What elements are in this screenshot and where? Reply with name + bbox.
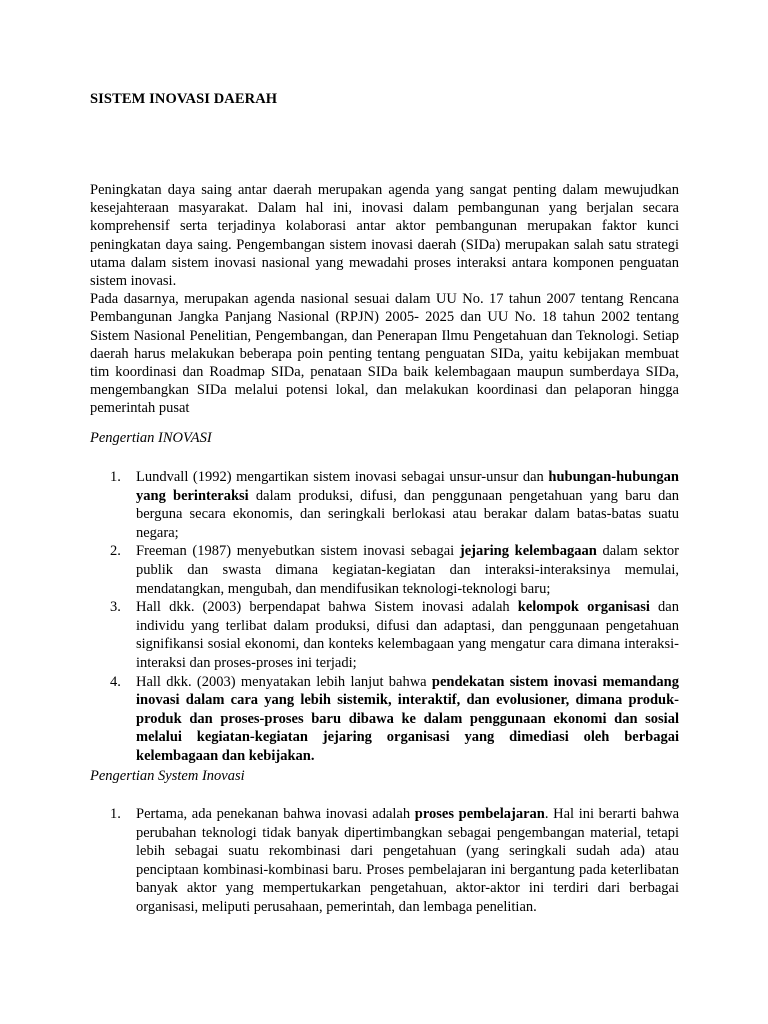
list-bold-text: pendekatan sistem inovasi memandang inovasi dalam cara yang lebih sistemik, interaktif, dan evolusioner, dimana produk-produk dan proses-proses baru dibawa ke dalam penggunaan ekonomi dan sosial melalui kegiatan-kegiatan jejaring organisasi yang dimediasi oleh berbagai kelembagaan dan kebijakan. [136,673,679,764]
list-item [104,805,679,917]
list-number: 1. [110,469,121,485]
section-heading-pengertian-inovasi: Pengertian INOVASI [90,430,212,446]
list-number: 1. [110,806,121,822]
document-title: SISTEM INOVASI DAERAH [90,91,278,107]
list-bold-text: proses pembelajaran [414,806,545,822]
list-item [104,542,679,598]
list-text: Freeman (1987) menyebutkan sistem inovasi sebagai [136,543,460,560]
list-bold-text: jejaring kelembagaan [459,543,597,560]
list-number: 2. [110,543,121,560]
section-heading-pengertian-system-inovasi: Pengertian System Inovasi [90,768,245,784]
list-text: dalam produksi, difusi, dan penggunaan pengetahuan yang baru dan berguna secara ekonomis, dan seringkali berlokasi atau berakar dalam batas-batas suatu negara; [136,487,680,541]
list-text: dan individu yang terlibat dalam produksi, difusi dan adaptasi, dan penggunaan pengetahuan signifikansi sosial ekonomi, dan konteks kelembagaan yang mengatur cara dimana interaksi-interaksi dan proses-proses ini terjadi; [136,599,679,671]
intro-paragraph-2: Pada dasarnya, merupakan agenda nasional sesuai dalam UU No. 17 tahun 2007 tentang Rencana Pembangunan Jangka Panjang Nasional (RPJN) 2005- 2025 dan UU No. 18 tahun 2002 tentang Sistem Nasional Penelitian, Pengembangan, dan Penerapan Ilmu Pengetahuan dan Teknologi. Setiap daerah harus melakukan beberapa poin penting tentang penguatan SIDa, yaitu kebijakan membuat tim koordinasi dan Roadmap SIDa, penataan SIDa baik kelembagaan maupun sumberdaya SIDa, mengembangkan SIDa melalui potensi lokal, dan melakukan koordinasi dan pelaporan hingga pemerintah pusat [90,291,679,417]
intro-paragraph-1: Peningkatan daya saing antar daerah merupakan agenda yang sangat penting dalam mewujudkan kesejahteraan masyarakat. Dalam hal ini, inovasi dalam pembangunan yang berjalan secara komprehensif serta terjadinya kolaborasi antar aktor pembangunan merupakan faktor kunci peningkatan daya saing. Pengembangan sistem inovasi daerah (SIDa) merupakan salah satu strategi utama dalam sistem inovasi nasional yang mewadahi proses interaksi antara komponen penguatan sistem inovasi. [90,182,679,290]
list-text: Hall dkk. (2003) berpendapat bahwa Sistem inovasi adalah [136,599,518,616]
intro-section [90,181,679,418]
list-text: Hall dkk. (2003) menyatakan lebih lanjut bahwa [136,673,432,690]
list-item [104,598,679,672]
list-bold-text: hubungan-hubungan yang berinteraksi [136,469,679,504]
list-text: dalam sektor publik dan swasta dimana kegiatan-kegiatan dan interaksi-interaksinya memulai, mendatangkan, mengubah, dan mendifusikan teknologi-teknologi baru; [136,543,679,597]
list-item [104,468,679,542]
list-number: 3. [110,599,121,616]
list-number: 4. [110,673,121,690]
definition-list-inovasi [104,468,679,766]
list-text: Lundvall (1992) mengartikan sistem inovasi sebagai unsur-unsur dan [136,469,549,485]
list-text: . Hal ini berarti bahwa perubahan teknologi tidak banyak dipertimbangkan sebagai pengembangan material, tetapi lebih sebagai suatu rekombinasi dari pengetahuan (yang seringkali sudah ada) atau penciptaan kombinasi-kombinasi baru. Proses pembelajaran ini bergantung pada keterlibatan banyak aktor yang mempertukarkan pengetahuan, aktor-aktor ini terdiri dari berbagai organisasi, meliputi perusahaan, pemerintah, dan lembaga penelitian. [136,806,680,915]
list-item [104,673,679,766]
definition-list-system-inovasi [104,805,679,917]
list-bold-text: kelompok organisasi [517,599,650,616]
list-text: Pertama, ada penekanan bahwa inovasi adalah [136,806,415,822]
